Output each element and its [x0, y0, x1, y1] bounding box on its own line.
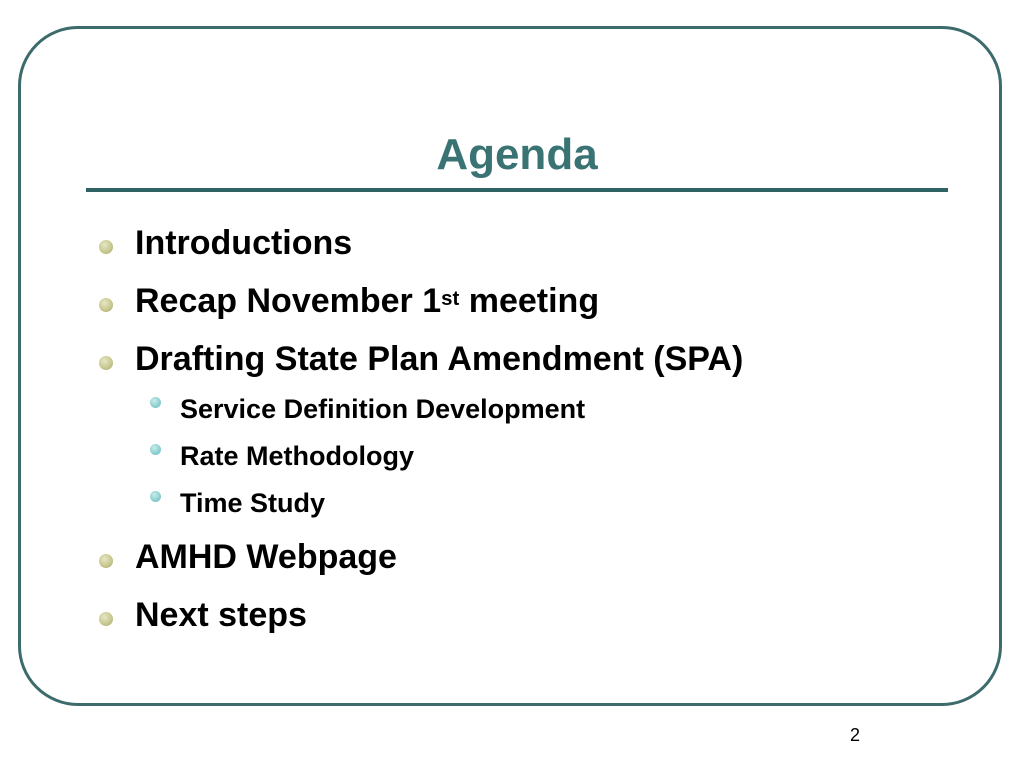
sub-bullet-dot-icon: [150, 397, 161, 408]
agenda-item-label-suffix: meeting: [459, 282, 600, 320]
bullet-dot-icon: [99, 240, 113, 254]
agenda-item-introductions: [135, 223, 352, 263]
bullet-dot-icon: [99, 356, 113, 370]
agenda-subitem-label: Rate Methodology: [180, 441, 414, 471]
page-number: 2: [850, 725, 861, 745]
bullet-dot-icon: [99, 298, 113, 312]
agenda-item-label: AMHD Webpage: [135, 538, 397, 576]
agenda-item-label: Next steps: [135, 596, 307, 634]
agenda-subitem-service-definition: [180, 393, 585, 425]
agenda-subitem-label: Time Study: [180, 488, 326, 518]
agenda-item-amhd-webpage: [135, 537, 397, 577]
ordinal-superscript: st: [441, 288, 460, 310]
slide-title: Agenda: [436, 130, 598, 179]
agenda-subitem-label: Service Definition Development: [180, 394, 586, 424]
sub-bullet-dot-icon: [150, 491, 161, 502]
agenda-item-next-steps: [135, 595, 307, 635]
agenda-subitem-rate-methodology: [180, 440, 414, 472]
sub-bullet-dot-icon: [150, 444, 161, 455]
title-underline: [86, 188, 948, 192]
agenda-item-label: Introductions: [135, 224, 353, 262]
agenda-item-label: Recap November 1: [135, 282, 442, 320]
agenda-item-recap: [135, 281, 599, 321]
agenda-item-label: Drafting State Plan Amendment (SPA): [135, 340, 744, 378]
bullet-dot-icon: [99, 612, 113, 626]
agenda-item-drafting-spa: [135, 339, 743, 379]
bullet-dot-icon: [99, 554, 113, 568]
agenda-subitem-time-study: [180, 487, 325, 519]
